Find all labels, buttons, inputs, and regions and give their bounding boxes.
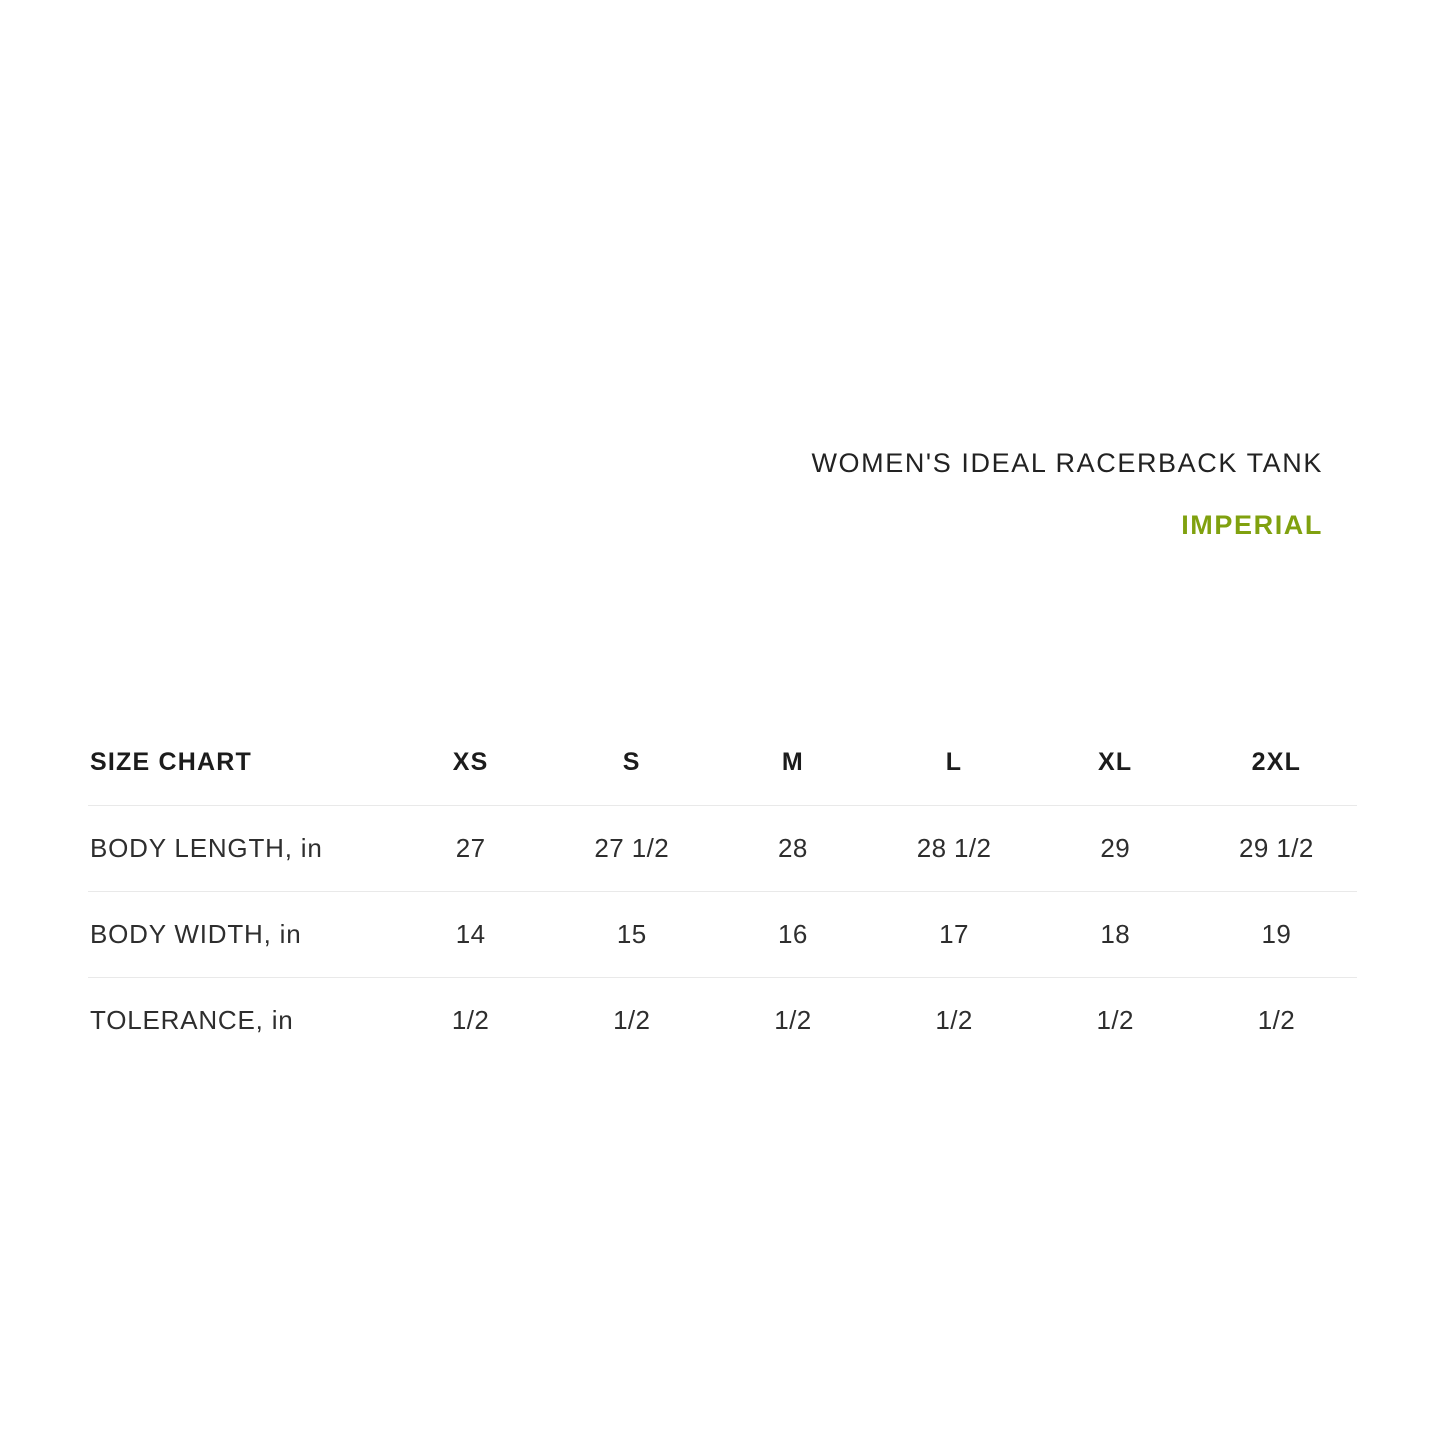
product-title: WOMEN'S IDEAL RACERBACK TANK [811,448,1323,478]
value-cell: 19 [1196,892,1357,978]
value-cell: 1/2 [613,1005,651,1035]
value-cell: 29 [1035,806,1196,892]
value-cell: 15 [551,892,712,978]
column-header-s: S [551,719,712,806]
column-header-2xl: 2XL [1196,719,1357,806]
value-cell: 28 1/2 [873,806,1034,892]
value-cell: 27 [390,806,551,892]
value-cell: 1/2 [451,1005,490,1035]
value-cell: 1/2 [774,1005,812,1035]
row-label: TOLERANCE, in [90,1005,294,1035]
table-title: SIZE CHART [88,719,390,806]
table-row-body-width [88,892,1357,978]
value-cell: 16 [712,892,873,978]
column-header-xl: XL [1035,719,1196,806]
title-block [811,448,1323,541]
table-row-tolerance [88,978,1357,1064]
size-chart-table [88,719,1357,1063]
unit-toggle-imperial[interactable]: IMPERIAL [1181,510,1323,540]
value-cell: 29 1/2 [1196,806,1357,892]
row-label: BODY WIDTH, in [88,892,390,978]
value-cell: 1/2 [935,1005,973,1035]
value-cell: 18 [1035,892,1196,978]
value-cell: 1/2 [1096,1005,1134,1035]
table-row-body-length [88,806,1357,892]
value-cell: 28 [712,806,873,892]
value-cell: 27 1/2 [551,806,712,892]
value-cell: 17 [873,892,1034,978]
table-header-row [88,719,1357,806]
row-label: BODY LENGTH, in [88,806,390,892]
value-cell: 14 [390,892,551,978]
column-header-l: L [873,719,1034,806]
value-cell: 1/2 [1257,1005,1296,1035]
column-header-xs: XS [390,719,551,806]
column-header-m: M [712,719,873,806]
